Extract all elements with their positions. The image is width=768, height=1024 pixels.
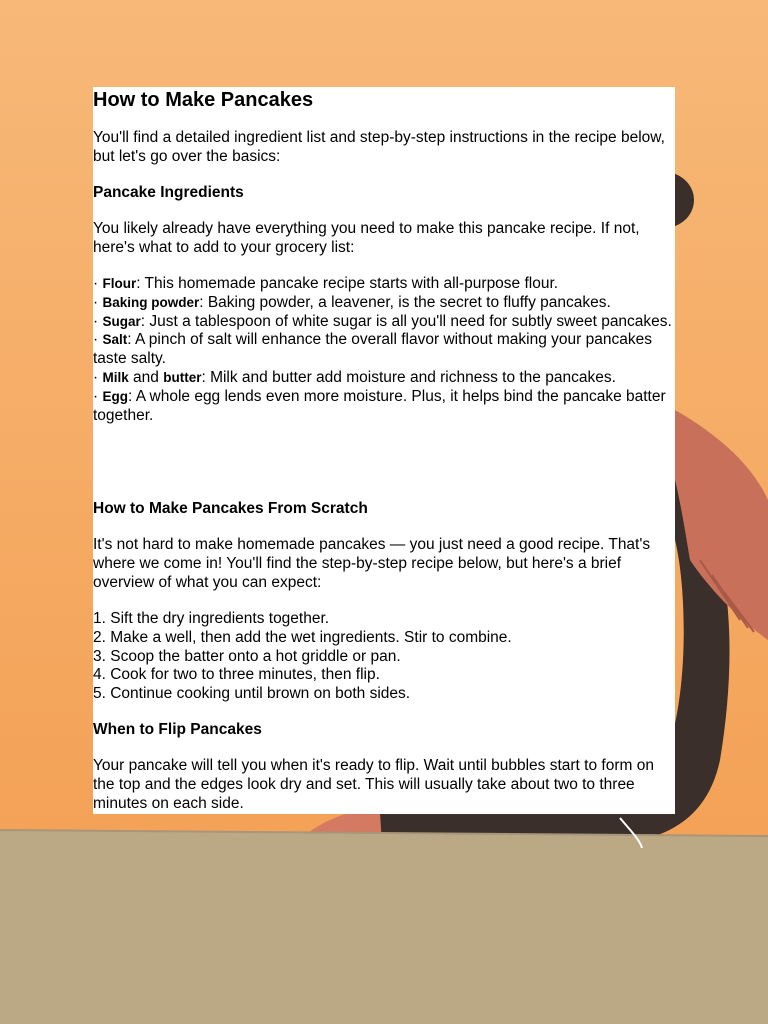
- scratch-intro: It's not hard to make homemade pancakes — you just need a good recipe. That's where we come in! You'll find the step-by-step recipe below, but here's a brief overview of what you can expect:: [93, 536, 651, 591]
- list-item: 1. Sift the dry ingredients together.: [93, 610, 330, 627]
- list-item: · Egg: A whole egg lends even more moisture. Plus, it helps bind the pancake batter together.: [93, 387, 666, 424]
- list-item: · Sugar: Just a tablespoon of white sugar is all you'll need for subtly sweet pancakes.: [93, 312, 672, 330]
- recipe-card: [93, 87, 675, 814]
- list-item: 2. Make a well, then add the wet ingredients. Stir to combine.: [93, 628, 512, 646]
- ingredients-list: [93, 275, 675, 425]
- steps-list: [93, 610, 675, 704]
- list-item: 5. Continue cooking until brown on both sides.: [93, 685, 411, 703]
- ingredients-intro: You likely already have everything you need to make this pancake recipe. If not, here's what to add to your grocery list:: [93, 220, 640, 256]
- table-surface: [0, 830, 768, 1024]
- intro-paragraph: You'll find a detailed ingredient list and step-by-step instructions in the recipe below, but let's go over the basics:: [93, 129, 665, 165]
- article-title: How to Make Pancakes: [93, 89, 314, 111]
- list-item: 3. Scoop the batter onto a hot griddle or pan.: [93, 647, 401, 665]
- list-item: · Baking powder: Baking powder, a leavener, is the secret to fluffy pancakes.: [93, 293, 611, 311]
- ingredient-name: Baking powder: [102, 294, 200, 310]
- ingredient-name: Sugar: [102, 313, 141, 329]
- ingredient-name: butter: [163, 369, 202, 385]
- ingredient-name: Flour: [102, 276, 137, 291]
- list-item: · Milk and butter: Milk and butter add moisture and richness to the pancakes.: [93, 368, 616, 386]
- list-item: 4. Cook for two to three minutes, then flip.: [93, 666, 380, 684]
- flip-paragraph: Your pancake will tell you when it's ready to flip. Wait until bubbles start to form on the top and the edges look dry and set. This will usually take about two to three minutes on each side.: [93, 757, 654, 812]
- list-item: · Salt: A pinch of salt will enhance the overall flavor without making your pancakes taste salty.: [93, 331, 652, 368]
- ingredients-heading: Pancake Ingredients: [93, 184, 244, 201]
- ingredient-name: Egg: [102, 388, 128, 404]
- scratch-heading: How to Make Pancakes From Scratch: [93, 500, 368, 517]
- ingredient-name: Salt: [102, 332, 128, 348]
- flip-heading: When to Flip Pancakes: [93, 721, 262, 738]
- list-item: · Flour: This homemade pancake recipe starts with all-purpose flour.: [93, 275, 559, 292]
- ingredient-name: Milk: [102, 369, 129, 385]
